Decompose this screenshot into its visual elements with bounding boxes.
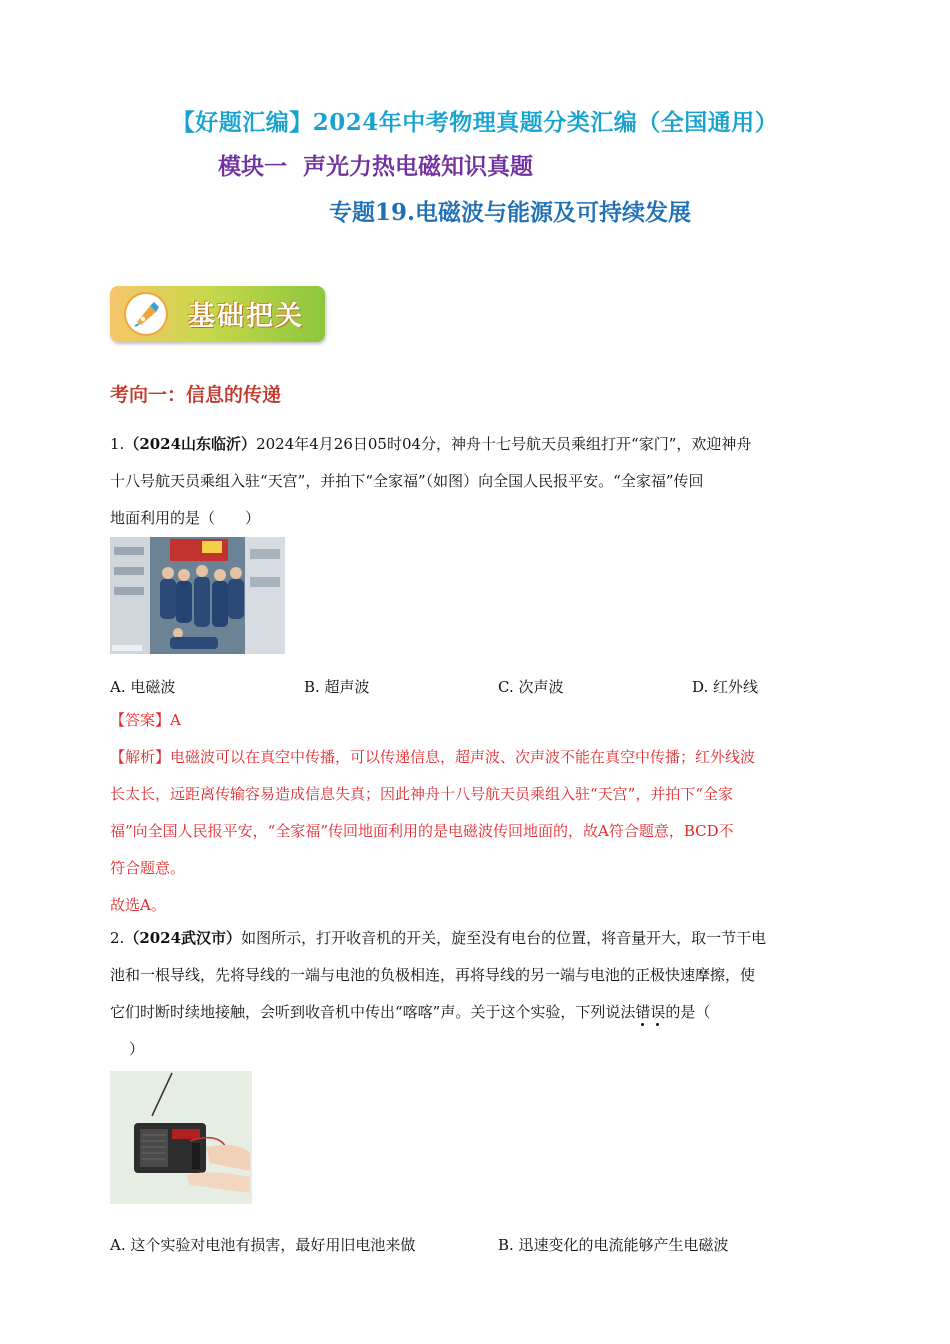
analysis-label: 【解析】 (110, 748, 171, 766)
question-line: ） (114, 1040, 145, 1058)
question-line: 地面利用的是（ ） (110, 509, 261, 527)
badge-label: 基础把关 (188, 301, 304, 332)
topic-title: 专题19.电磁波与能源及可持续发展 (328, 199, 691, 226)
option-a: A. 电磁波 (110, 678, 176, 696)
module-title: 模块一 声光力热电磁知识真题 (218, 153, 534, 180)
question-line: 的是（ (665, 1003, 711, 1021)
option-c: C. 次声波 (498, 678, 564, 696)
option-d: D. 红外线 (692, 678, 759, 696)
analysis-line: 长太长，远距离传输容易造成信息失真；因此神舟十八号航天员乘组入驻“天宫”，并拍下“全家 (110, 785, 734, 803)
emphasis-char: 错 (635, 1003, 651, 1021)
analysis-line: 符合题意。 (110, 859, 186, 877)
question-line: 如图所示，打开收音机的开关，旋至没有电台的位置，将音量开大，取一节干电 (241, 929, 767, 947)
section-heading: 考向一：信息的传递 (110, 384, 282, 406)
radio-experiment-photo (110, 1071, 252, 1204)
question-line: 2024年4月26日05时04分，神舟十七号航天员乘组打开“家门”，欢迎神舟 (256, 435, 752, 453)
conclusion: 故选A。 (110, 896, 166, 914)
space-station-crew-photo (110, 537, 285, 654)
answer-block (110, 702, 842, 924)
question-2-text (110, 920, 842, 1068)
option-b: B. 迅速变化的电流能够产生电磁波 (498, 1236, 729, 1254)
emphasis-char: 误 (650, 1003, 666, 1021)
answer-value: A (170, 711, 181, 729)
question-line: 十八号航天员乘组入驻“天宫”，并拍下“全家福”（如图）向全国人民报平安。“全家福”传回 (110, 472, 704, 490)
question-source: （2024武汉市） (124, 929, 242, 947)
answer-label: 【答案】 (110, 711, 171, 729)
option-a: A. 这个实验对电池有损害，最好用旧电池来做 (110, 1236, 416, 1254)
section-badge (110, 286, 325, 342)
analysis-line: 电磁波可以在真空中传播，可以传递信息，超声波、次声波不能在真空中传播；红外线波 (170, 748, 756, 766)
question-number: 2. (110, 929, 125, 947)
document-title: 【好题汇编】2024年中考物理真题分类汇编（全国通用） (171, 109, 779, 136)
question-number: 1. (110, 435, 125, 453)
question-line: 它们时断时续地接触，会听到收音机中传出“喀喀”声。关于这个实验，下列说法 (110, 1003, 636, 1021)
pen-nib-icon (126, 294, 166, 334)
question-line: 池和一根导线，先将导线的一端与电池的负极相连，再将导线的另一端与电池的正极快速摩擦，使 (110, 966, 756, 984)
question-1-text (110, 426, 842, 537)
question-source: （2024山东临沂） (124, 435, 257, 453)
analysis-line: 福”向全国人民报平安，“全家福”传回地面利用的是电磁波传回地面的，故A符合题意，BCD不 (110, 822, 734, 840)
option-b: B. 超声波 (304, 678, 370, 696)
